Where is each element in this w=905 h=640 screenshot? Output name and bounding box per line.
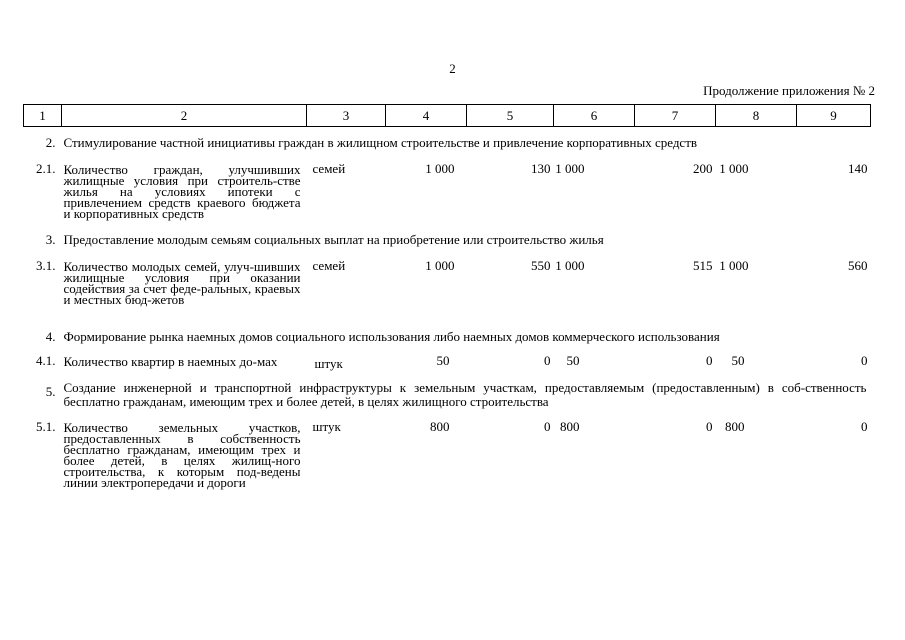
item-description: Количество земельных участков, предоставленных в собственность бесплатно гражданам, имеющим трех и более детей, в целях жилищ-ного строительства, к которым под-ведены линии электропередачи и дороги xyxy=(63,420,301,490)
item-value: 140 xyxy=(848,161,868,176)
item-value: 1 000 xyxy=(425,161,455,176)
column-header: 3 xyxy=(307,105,386,127)
item-value: 0 xyxy=(706,353,713,368)
item-unit: штук xyxy=(314,356,343,371)
item-value: 1 000 xyxy=(719,161,749,176)
item-value: 1 000 xyxy=(425,258,455,273)
column-number-row xyxy=(24,105,871,127)
item-value: 0 xyxy=(544,353,551,368)
item-number: 2.1. xyxy=(36,161,56,176)
column-header: 2 xyxy=(62,105,307,127)
item-value: 200 xyxy=(693,161,713,176)
section-title: Формирование рынка наемных домов социального использования либо наемных домов коммерческого использования xyxy=(63,329,720,344)
column-header: 8 xyxy=(716,105,797,127)
section-title: Стимулирование частной инициативы граждан в жилищном строительстве и привлечение корпоративных средств xyxy=(63,135,698,150)
item-unit: штук xyxy=(312,419,341,434)
section-title: Предоставление молодым семьям социальных выплат на приобретение или строительство жилья xyxy=(63,232,604,247)
item-value: 800 xyxy=(560,419,580,434)
section-row xyxy=(24,127,871,158)
item-description: Количество молодых семей, улуч-шивших жилищные условия при оказании содействия за счет феде-ральных, краевых и местных бюд-жетов xyxy=(63,259,301,307)
column-header: 7 xyxy=(635,105,716,127)
item-value: 0 xyxy=(706,419,713,434)
item-number: 3.1. xyxy=(36,258,56,273)
section-title: Создание инженерной и транспортной инфраструктуры к земельным участкам, предоставляемым (предоставленным) в соб-ственность бесплатно гражданам, имеющим трех и более детей, в целях жилищного строительства xyxy=(63,380,867,409)
item-number: 5.1. xyxy=(36,419,56,434)
item-value: 1 000 xyxy=(719,258,749,273)
item-value: 800 xyxy=(430,419,450,434)
item-number: 4.1. xyxy=(36,353,56,368)
appendix-continuation-note: Продолжение приложения № 2 xyxy=(703,83,875,98)
section-number: 5. xyxy=(45,384,56,399)
page-number: 2 xyxy=(449,61,456,76)
item-value: 800 xyxy=(725,419,745,434)
indicators-table xyxy=(23,104,871,499)
section-number: 3. xyxy=(45,232,56,247)
item-unit: семей xyxy=(312,161,346,176)
section-number: 4. xyxy=(45,329,56,344)
item-unit: семей xyxy=(312,258,346,273)
item-value: 0 xyxy=(544,419,551,434)
section-number: 2. xyxy=(45,135,56,150)
item-value: 1 000 xyxy=(555,161,585,176)
column-header: 1 xyxy=(24,105,62,127)
item-value: 0 xyxy=(861,419,868,434)
column-header: 6 xyxy=(554,105,635,127)
item-value: 130 xyxy=(531,161,551,176)
section-row xyxy=(24,378,871,415)
column-header: 9 xyxy=(797,105,871,127)
item-value: 515 xyxy=(693,258,713,273)
item-value: 50 xyxy=(566,353,580,368)
item-value: 1 000 xyxy=(555,258,585,273)
table-row xyxy=(24,415,871,499)
column-header: 4 xyxy=(386,105,467,127)
column-header: 5 xyxy=(467,105,554,127)
item-value: 50 xyxy=(731,353,745,368)
item-value: 550 xyxy=(531,258,551,273)
item-value: 560 xyxy=(848,258,868,273)
item-value: 0 xyxy=(861,353,868,368)
item-description: Количество граждан, улучшивших жилищные условия при строитель-стве жилья на условиях ипотеки с привлечением средств краевого бюджета и корпоративных средств xyxy=(63,162,301,221)
table-row xyxy=(24,351,871,378)
table-row xyxy=(24,254,871,326)
item-value: 50 xyxy=(436,353,450,368)
section-row xyxy=(24,229,871,254)
section-row xyxy=(24,326,871,351)
item-description: Количество квартир в наемных до-мах xyxy=(63,354,278,369)
table-row xyxy=(24,157,871,229)
